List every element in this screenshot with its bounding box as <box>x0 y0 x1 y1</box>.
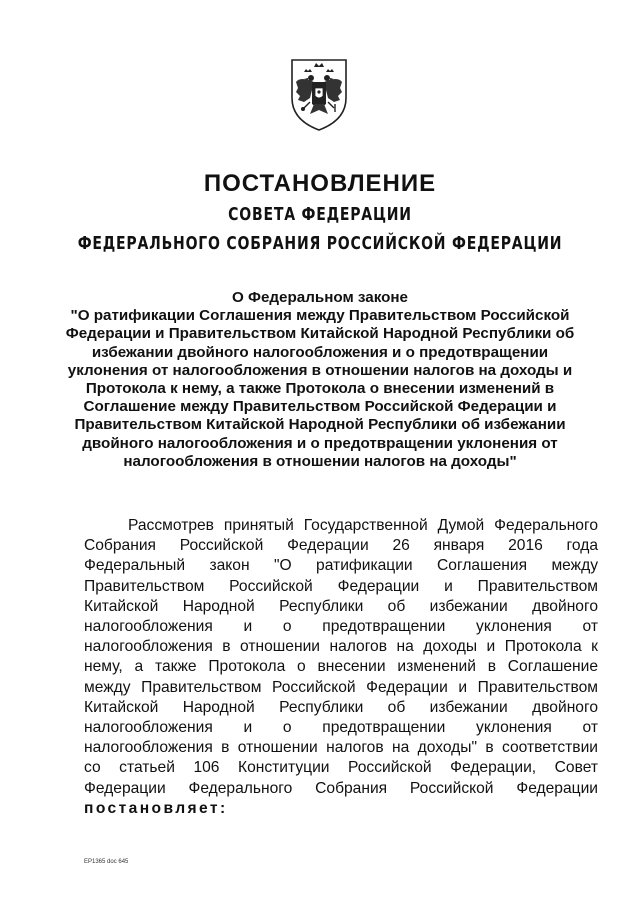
body-line: между Правительством Российской Федерации и Правительством <box>84 678 598 696</box>
issuer-line-1: СОВЕТА ФЕДЕРАЦИИ <box>228 204 412 225</box>
law-heading-line: Протокола к нему, а также Протокола о внесении изменений в <box>85 380 555 398</box>
body-line: налогообложения и о предотвращении уклонения от <box>84 719 598 737</box>
document-title: ПОСТАНОВЛЕНИЕ <box>203 170 437 197</box>
body-line: налогообложения в отношении налогов на доходы" в соответствии <box>84 739 598 757</box>
law-heading-line: "О ратификации Соглашения между Правительством Российской <box>70 307 570 325</box>
body-line: Китайской Народной Республики об избежании двойного <box>84 698 598 716</box>
body-line: Китайской Народной Республики об избежании двойного <box>84 597 598 615</box>
body-paragraph <box>84 516 598 819</box>
law-heading-line: Федерации и Правительством Китайской Народной Республики об <box>65 325 575 343</box>
body-line: Федеральный закон "О ратификации Соглашения между <box>84 557 598 575</box>
law-heading-line: налогообложения в отношении налогов на доходы" <box>123 452 517 470</box>
issuer-line-2: ФЕДЕРАЛЬНОГО СОБРАНИЯ РОССИЙСКОЙ ФЕДЕРАЦИИ <box>77 233 563 254</box>
law-heading-line: О Федеральном законе <box>231 289 409 306</box>
coat-of-arms-emblem-icon <box>288 58 350 132</box>
body-line: нему, а также Протокола о внесении изменений в Соглашение <box>84 658 598 676</box>
body-line: налогообложения в отношении налогов на доходы и Протокола к <box>84 638 598 656</box>
law-heading-line: избежании двойного налогообложения и о предотвращении <box>91 343 549 361</box>
law-heading-line: двойного налогообложения и о предотвращении уклонения от <box>82 434 558 452</box>
law-heading-line: Соглашение между Правительством Российской Федерации и <box>83 398 557 416</box>
decree-word: постановляет: <box>84 799 228 817</box>
body-line: со статьей 106 Конституции Российской Федерации, Совет <box>84 759 598 777</box>
body-line: Собрания Российской Федерации 26 января 2016 года <box>84 537 598 555</box>
body-line: Правительством Российской Федерации и Правительством <box>84 577 598 595</box>
body-line: Рассмотрев принятый Государственной Думой Федерального <box>128 517 598 534</box>
law-heading <box>40 289 600 471</box>
document-number: ЕР1365 doc 645 <box>84 859 129 865</box>
law-heading-line: Правительством Китайской Народной Республики об избежании <box>74 416 566 434</box>
body-line: налогообложения и о предотвращении уклонения от <box>84 618 598 636</box>
law-heading-line: уклонения от налогообложения в отношении налогов на доходы и <box>67 361 573 379</box>
body-line: Федерации Федерального Собрания Российской Федерации <box>84 779 598 797</box>
